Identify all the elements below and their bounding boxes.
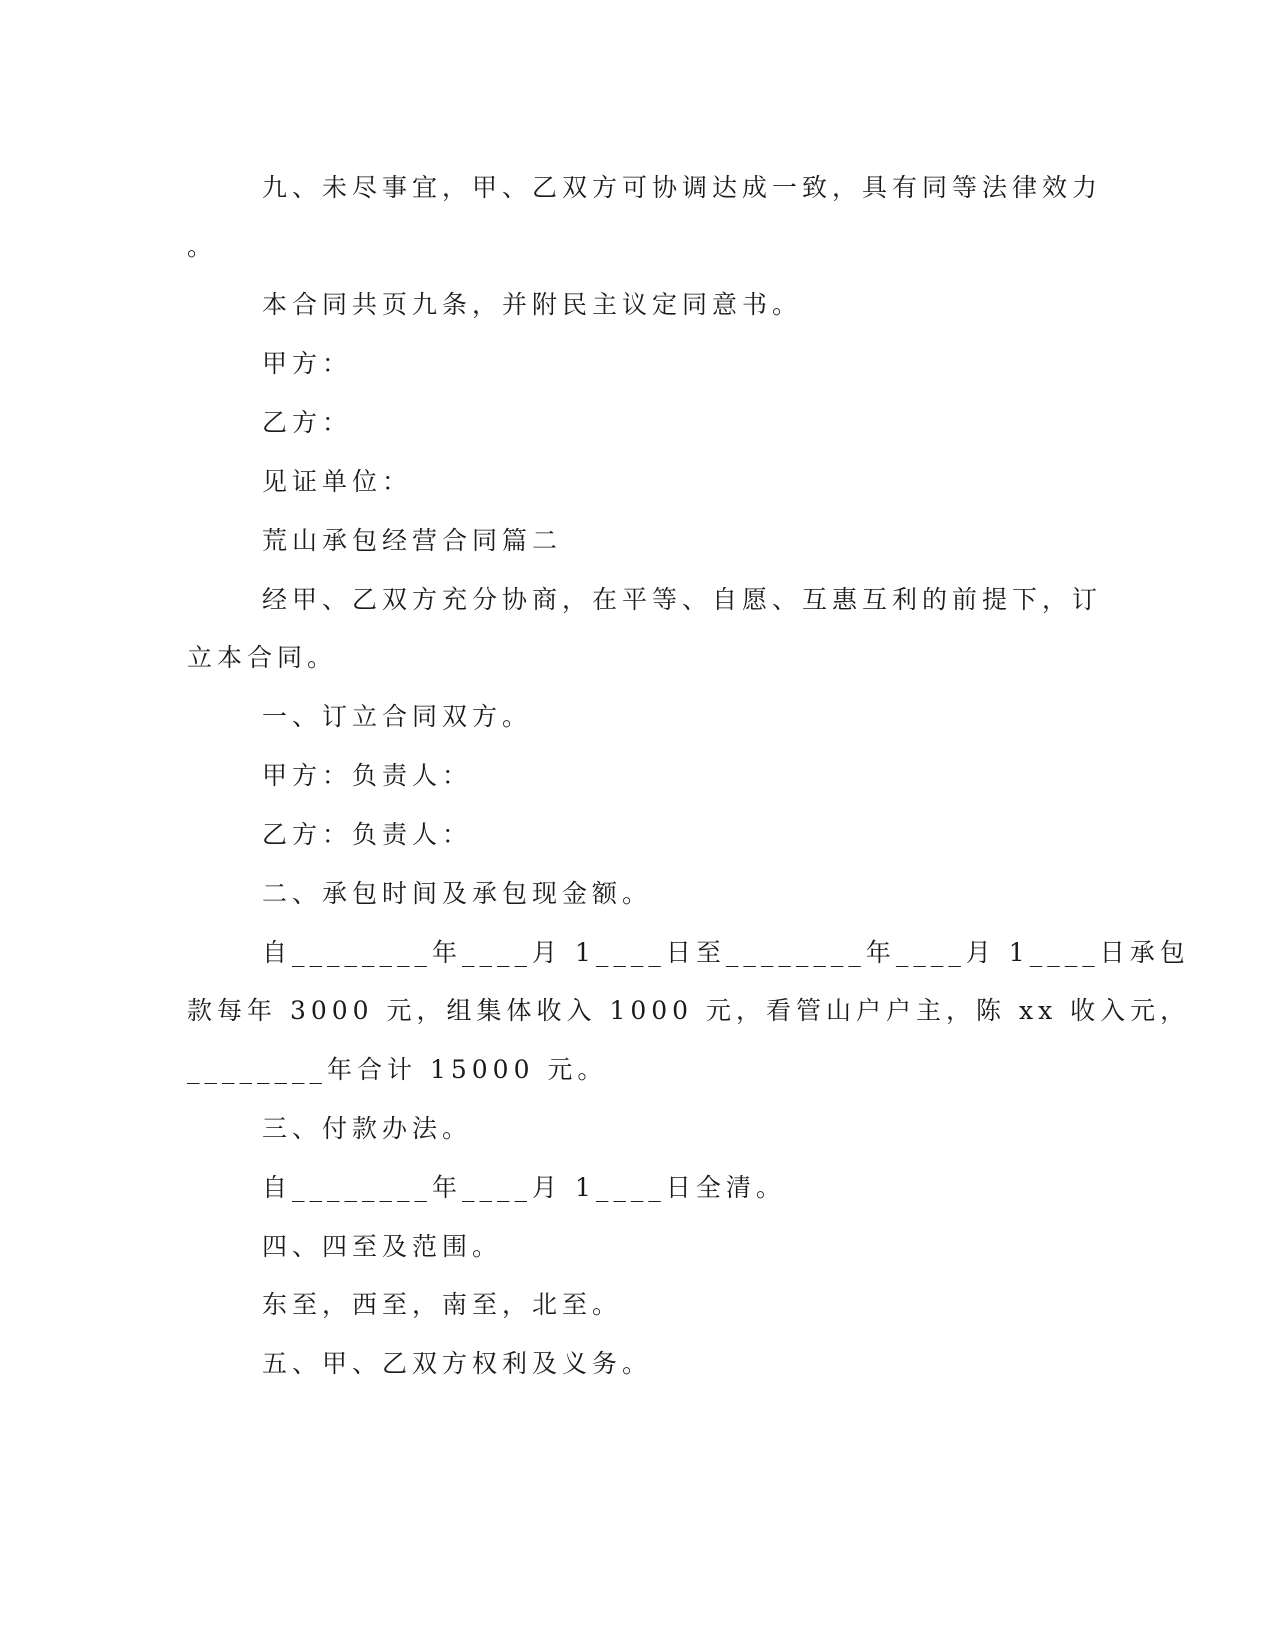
term-line-3: ________年合计 15000 元。: [187, 1055, 608, 1084]
article-one-heading: 一、订立合同双方。: [262, 702, 533, 731]
preamble-line-2: 立本合同。: [187, 643, 338, 672]
article-two-heading: 二、承包时间及承包现金额。: [262, 879, 653, 908]
boundaries-line: 东至，西至，南至，北至。: [262, 1290, 623, 1319]
term-line-2: 款每年 3000 元，组集体收入 1000 元，看管山户户主，陈 xx 收入元，: [187, 996, 1191, 1025]
section-heading: 荒山承包经营合同篇二: [262, 526, 563, 555]
article-three-heading: 三、付款办法。: [262, 1114, 473, 1143]
article-five-heading: 五、甲、乙双方权利及义务。: [262, 1349, 653, 1378]
clause-nine-line-1: 九、未尽事宜，甲、乙双方可协调达成一致，具有同等法律效力: [262, 173, 1103, 202]
article-four-heading: 四、四至及范围。: [262, 1232, 503, 1261]
clause-nine-line-2: 。: [187, 232, 218, 261]
term-line-1: 自________年____月 1____日至________年____月 1____日承包: [262, 938, 1190, 967]
party-b-signature: 乙方：: [262, 408, 353, 437]
party-a-responsible: 甲方：负责人：: [262, 761, 473, 790]
party-a-signature: 甲方：: [262, 349, 353, 378]
contract-pages-note: 本合同共页九条，并附民主议定同意书。: [262, 290, 803, 319]
preamble-line-1: 经甲、乙双方充分协商，在平等、自愿、互惠互利的前提下，订: [262, 585, 1103, 614]
payment-line: 自________年____月 1____日全清。: [262, 1173, 786, 1202]
witness-unit: 见证单位：: [262, 467, 413, 496]
party-b-responsible: 乙方：负责人：: [262, 820, 473, 849]
